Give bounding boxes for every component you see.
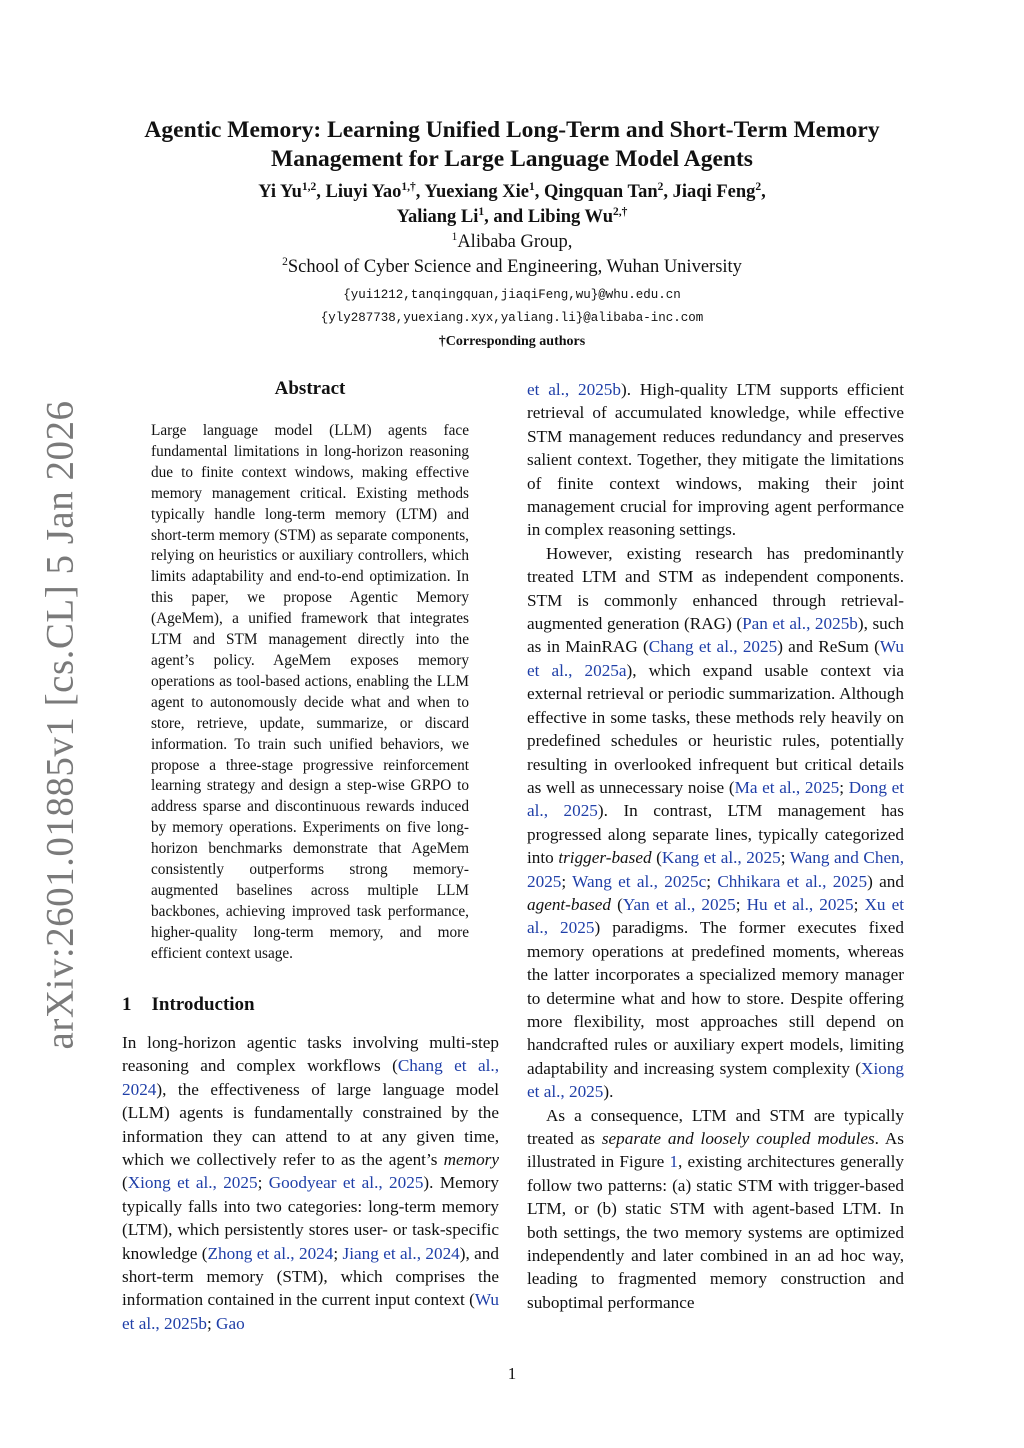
author-name: Libing Wu (527, 207, 614, 227)
arxiv-identifier: arXiv:2601.01885v1 [cs.CL] 5 Jan 2026 (38, 400, 82, 1050)
text-run: ), the effectiveness of large language model (LLM) agents is fundamentally constrained by the information they can attend to at any given time, which we collectively refer to as the agent’s (122, 1079, 499, 1170)
intro-paragraph-4 (527, 1104, 904, 1315)
abstract-heading: Abstract (274, 378, 346, 399)
citation-link[interactable]: Jiang et al., 2024 (342, 1243, 460, 1263)
text-run: ), which expand usable context via external retrieval or periodic summarization. Although effective in some tasks, these methods rely heavily on predefined schedules or heuristic rules, potentially resulting in overlooked infrequent but critical details as well as unnecessary noise ( (527, 660, 904, 797)
email-whu: {yui1212,tanqingquan,jiaqiFeng,wu}@whu.edu.cn (343, 288, 681, 302)
page-number: 1 (507, 1364, 517, 1383)
text-run: ) paradigms. The former executes fixed memory operations at predefined moments, whereas the latter incorporates a specialized memory manager to determine what and how to store. Despite offering more flexibility, most approaches still depend on handcrafted rules or auxiliary expert models, limiting adaptability and increasing system complexity ( (527, 918, 904, 1078)
text-run: ), and short-term memory (STM), which comprises the information contained in the current input context ( (122, 1243, 499, 1310)
paper-title: Agentic Memory: Learning Unified Long-Term and Short-Term Memory Management for Large Language Model Agents (144, 117, 880, 172)
author-name: Qingquan Tan (544, 182, 658, 202)
citation-link[interactable]: Wu et al., 2025b (122, 1290, 499, 1333)
citation-link[interactable]: Chang et al., 2025 (648, 637, 778, 657)
text-run: ( (122, 1173, 128, 1193)
text-run: ; (839, 777, 849, 797)
affiliation-2-text: School of Cyber Science and Engineering, Wuhan University (287, 257, 742, 277)
citation-link[interactable]: Wang and Chen, 2025 (527, 848, 904, 891)
text-run: ) and (867, 871, 904, 891)
citation-link[interactable]: Xiong et al., 2025 (127, 1173, 258, 1193)
citation-link[interactable]: Xu et al., 2025 (527, 894, 904, 938)
paper-header (110, 116, 914, 354)
citation-link[interactable]: 1 (669, 1152, 679, 1172)
text-run: ). Memory typically falls into two categories: long-term memory (LTM), which persistently stores user- or task-specific knowledge ( (122, 1173, 500, 1263)
affiliation-2 (110, 255, 914, 280)
author-name: Jiaqi Feng (672, 182, 756, 202)
author-name: Yi Yu (258, 182, 302, 202)
author-name: Liuyi Yao (325, 182, 402, 202)
text-run: ; (333, 1243, 343, 1263)
text-run: ; (706, 871, 718, 891)
author-line-2 (110, 205, 914, 230)
author-separator: , (761, 182, 766, 202)
emphasis-text: trigger-based (558, 848, 652, 868)
author-affiliation-marker: 1,2 (301, 180, 317, 193)
author-separator: , (316, 182, 326, 202)
section-title: Introduction (151, 994, 255, 1015)
text-run: ; (257, 1173, 269, 1193)
citation-link[interactable]: Yan et al., 2025 (622, 894, 736, 914)
author-name: Yaliang Li (396, 207, 479, 227)
text-run: ( (611, 894, 623, 914)
author-affiliation-marker: 2 (657, 180, 664, 193)
text-run: ) and ReSum ( (777, 637, 880, 657)
citation-link[interactable]: Goodyear et al., 2025 (268, 1173, 424, 1193)
text-run: ; (735, 894, 747, 914)
author-affiliation-marker: 1 (529, 180, 535, 193)
author-affiliation-marker: 2 (755, 180, 762, 193)
author-line-1 (110, 180, 914, 205)
citation-link[interactable]: Wu et al., 2025a (527, 637, 904, 680)
author-affiliation-marker: 1 (478, 205, 485, 218)
text-run: ). (603, 1082, 614, 1102)
citation-link[interactable]: Zhong et al., 2024 (207, 1243, 334, 1263)
text-run: ; (206, 1313, 217, 1333)
citation-link[interactable]: Kang et al., 2025 (661, 848, 781, 868)
intro-paragraph-1 (122, 1031, 499, 1335)
author-affiliation-marker: 1,† (401, 180, 416, 193)
emphasis-text: agent-based (527, 894, 612, 914)
affiliation-1 (110, 230, 914, 255)
citation-link[interactable]: Wang et al., 2025c (572, 871, 707, 891)
corresponding-authors-note: †Corresponding authors (438, 334, 586, 349)
author-separator: , (534, 182, 545, 202)
author-separator: , (415, 182, 425, 202)
citation-link[interactable]: Xiong et al., 2025 (527, 1058, 904, 1102)
email-alibaba: {yly287738,yuexiang.xyx,yaliang.li}@alibaba-inc.com (320, 311, 704, 325)
affiliation-2-marker: 2 (282, 255, 288, 268)
text-run: ; (853, 894, 865, 914)
citation-link[interactable]: Pan et al., 2025b (742, 614, 858, 634)
affiliation-1-marker: 1 (451, 230, 458, 243)
author-name: Yuexiang Xie (424, 182, 530, 202)
author-affiliation-marker: 2,† (613, 205, 628, 218)
emphasis-text: memory (443, 1150, 499, 1170)
affiliation-1-text: Alibaba Group, (457, 232, 573, 252)
emphasis-text: separate and loosely coupled modules (601, 1129, 875, 1148)
citation-link[interactable]: Ma et al., 2025 (734, 777, 840, 797)
text-run: ( (651, 848, 662, 868)
text-run: , existing architectures generally follow two patterns: (a) static STM with trigger-based LTM, or (b) static STM with agent-based LTM. In both settings, the two memory systems are optimized independently and later combined in an ad hoc way, leading to fragmented memory construction and suboptimal performance (527, 1152, 904, 1312)
citation-link[interactable]: Dong et al., 2025 (527, 777, 904, 821)
text-run: However, existing research has predominantly treated LTM and STM as independent components. STM is commonly enhanced through retrieval-augmented generation (RAG) ( (527, 543, 904, 634)
citation-link[interactable]: et al., 2025b (527, 380, 621, 399)
citation-link[interactable]: Chang et al., 2024 (122, 1056, 500, 1099)
section-heading-introduction (122, 994, 255, 1016)
text-run: ), such as in MainRAG ( (527, 614, 904, 657)
text-run: . As illustrated in Figure (527, 1129, 904, 1172)
citation-link[interactable]: Hu et al., 2025 (746, 894, 854, 914)
section-number: 1 (122, 994, 132, 1015)
text-run: As a consequence, LTM and STM are typically treated as (527, 1105, 904, 1148)
intro-paragraph-2 (527, 378, 904, 542)
text-run: ). In contrast, LTM management has progressed along separate lines, typically categorized into (527, 801, 904, 868)
abstract-body: Large language model (LLM) agents face fundamental limitations in long-horizon reasoning due to finite context windows, making effective memory management critical. Existing methods typically handle long-term memory (LTM) and short-term memory (STM) as separate components, relying on heuristics or auxiliary controllers, which limits adaptability and end-to-end optimization. In this paper, we propose Agentic Memory (AgeMem), a unified framework that integrates LTM and STM management directly into the agent’s policy. AgeMem exposes memory operations as tool-based actions, enabling the LLM agent to autonomously decide what and when to store, retrieve, update, summarize, or discard information. To train such unified behaviors, we propose a three-stage progressive reinforcement learning strategy and design a step-wise GRPO to address sparse and discontinuous rewards induced by memory operations. Experiments on five long-horizon benchmarks demonstrate that AgeMem consistently outperforms strong memory-augmented baselines across multiple LLM backbones, achieving improved task performance, higher-quality long-term memory, and more efficient context usage. (151, 422, 469, 962)
text-run: ; (561, 871, 573, 891)
author-separator: , (663, 182, 673, 202)
text-run: ; (780, 848, 790, 868)
citation-link[interactable]: Chhikara et al., 2025 (717, 871, 868, 891)
author-separator: , and (484, 207, 528, 227)
text-run: ). High-quality LTM supports efficient retrieval of accumulated knowledge, while effective STM management reduces redundancy and preserves salient context. Together, they mitigate the limitations of finite context windows, making their joint management crucial for improving agent performance in complex reasoning settings. (527, 380, 904, 540)
text-run: In long-horizon agentic tasks involving multi-step reasoning and complex workflows ( (122, 1033, 499, 1076)
right-column (527, 378, 904, 1314)
citation-link[interactable]: Gao (216, 1313, 245, 1333)
intro-paragraph-3 (527, 542, 904, 1104)
